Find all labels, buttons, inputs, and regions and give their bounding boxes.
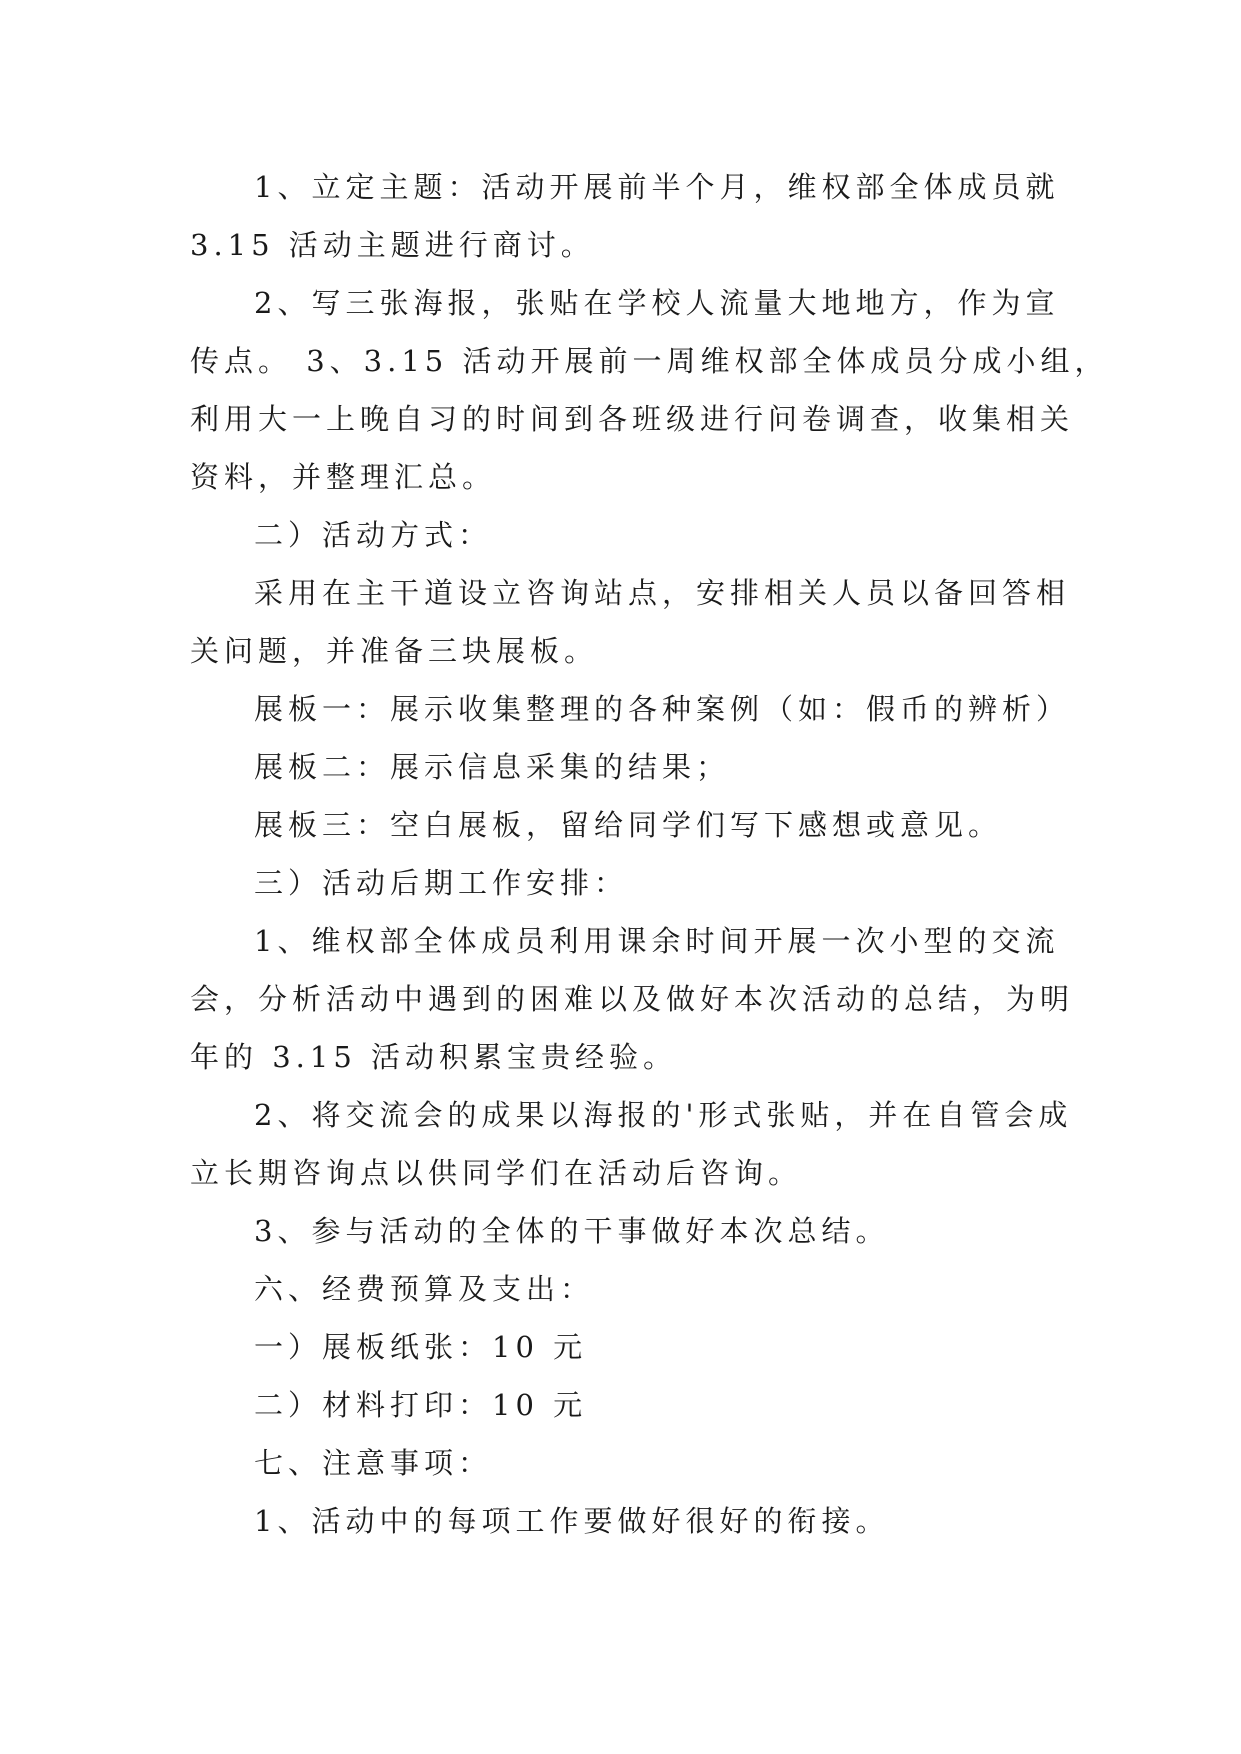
text-line: 展板一：展示收集整理的各种案例（如：假币的辨析）: [254, 692, 1071, 726]
text-line: 1、立定主题：活动开展前半个月，维权部全体成员就: [254, 170, 1060, 204]
text-line: 1、维权部全体成员利用课余时间开展一次小型的交流: [254, 924, 1060, 958]
text-line: 七、注意事项：: [254, 1446, 493, 1480]
text-line: 利用大一上晚自习的时间到各班级进行问卷调查，收集相关: [190, 402, 1075, 436]
text-line: 采用在主干道设立咨询站点，安排相关人员以备回答相: [254, 576, 1071, 610]
text-line: 会，分析活动中遇到的困难以及做好本次活动的总结，为明: [190, 982, 1075, 1016]
text-line: 一）展板纸张：10 元: [254, 1330, 588, 1364]
text-line: 3、参与活动的全体的干事做好本次总结。: [254, 1214, 890, 1248]
text-line: 六、经费预算及支出：: [254, 1272, 595, 1306]
text-line: 资料，并整理汇总。: [190, 460, 497, 494]
text-line: 二）材料打印：10 元: [254, 1388, 588, 1422]
text-line: 二）活动方式：: [254, 518, 493, 552]
text-line: 3.15 活动主题进行商讨。: [190, 228, 595, 262]
text-line: 立长期咨询点以供同学们在活动后咨询。: [190, 1156, 803, 1190]
text-line: 2、将交流会的成果以海报的'形式张贴，并在自管会成: [254, 1098, 1073, 1132]
text-line: 传点。 3、3.15 活动开展前一周维权部全体成员分成小组，: [190, 344, 1109, 378]
text-line: 三）活动后期工作安排：: [254, 866, 629, 900]
text-line: 展板三：空白展板，留给同学们写下感想或意见。: [254, 808, 1003, 842]
text-line: 展板二：展示信息采集的结果；: [254, 750, 731, 784]
text-line: 年的 3.15 活动积累宝贵经验。: [190, 1040, 678, 1074]
text-line: 1、活动中的每项工作要做好很好的衔接。: [254, 1504, 890, 1538]
document-body: [190, 158, 1109, 1550]
text-line: 关问题，并准备三块展板。: [190, 634, 599, 668]
text-line: 2、写三张海报，张贴在学校人流量大地地方，作为宣: [254, 286, 1060, 320]
